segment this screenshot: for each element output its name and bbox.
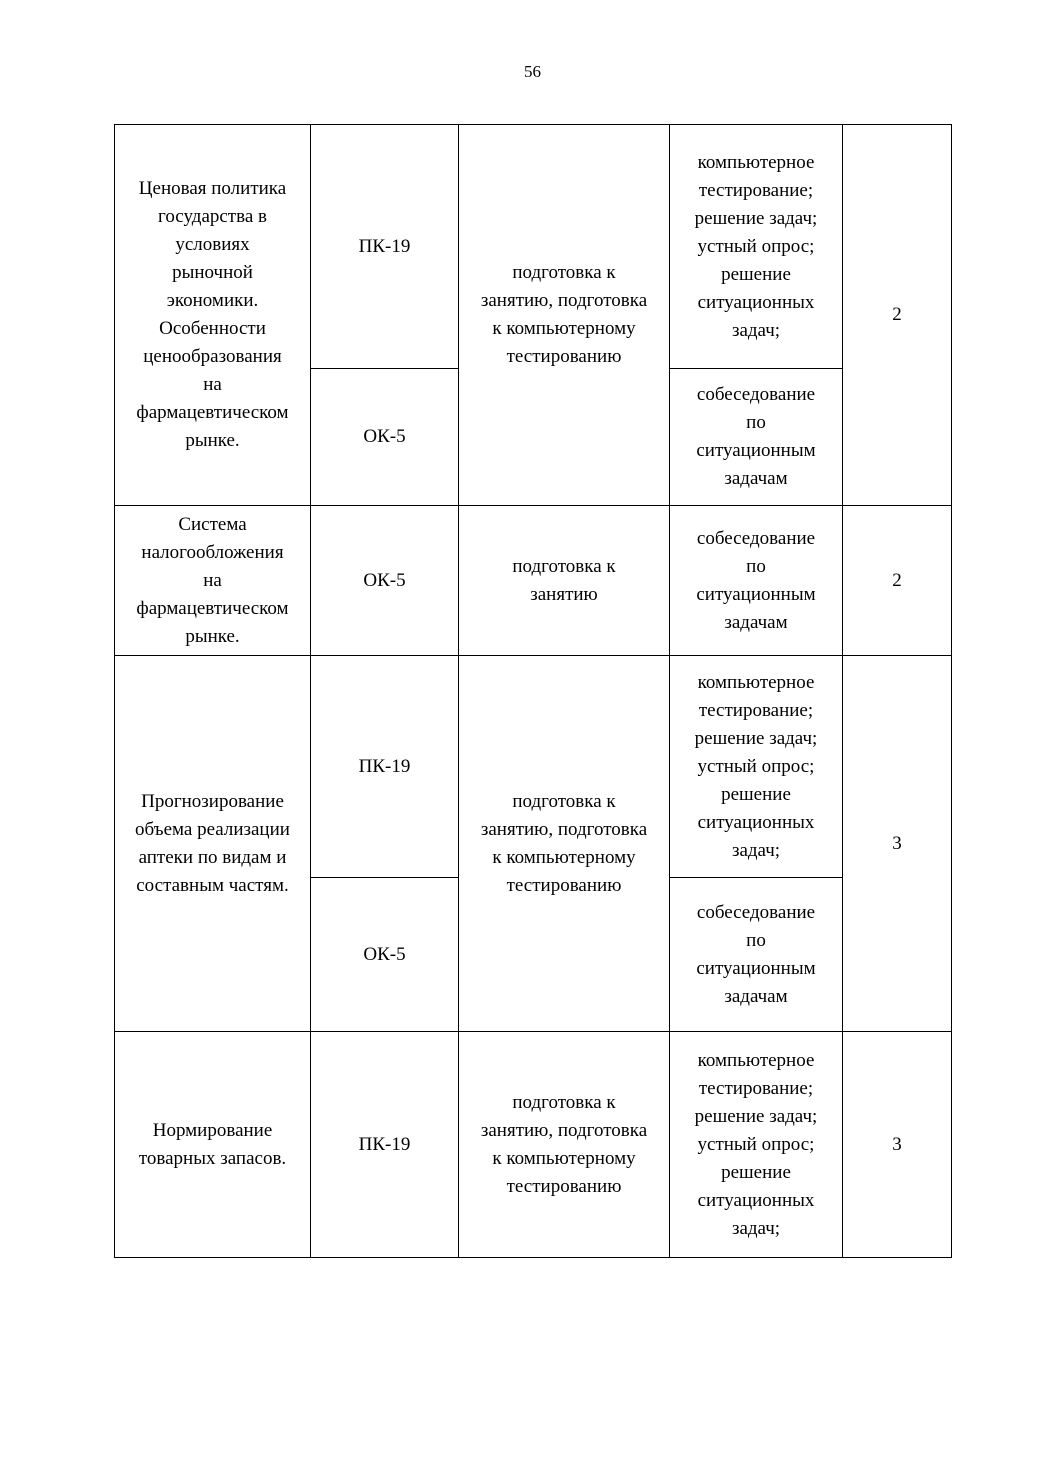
hours-cell: 2	[843, 125, 952, 506]
topic-cell: Нормирование товарных запасов.	[115, 1032, 311, 1258]
table-row	[115, 1032, 952, 1258]
control-form-cell: собеседование по ситуационным задачам	[670, 369, 843, 506]
work-type-cell: подготовка к занятию, подготовка к компьютерному тестированию	[459, 1032, 670, 1258]
page-number: 56	[524, 62, 541, 81]
hours-cell: 3	[843, 656, 952, 1032]
topic-cell: Прогнозирование объема реализации аптеки по видам и составным частям.	[115, 656, 311, 1032]
competence-code-cell: ОК-5	[311, 506, 459, 656]
table-row	[115, 125, 952, 369]
competence-code-cell: ПК-19	[311, 125, 459, 369]
control-form-cell: собеседование по ситуационным задачам	[670, 878, 843, 1032]
competence-code-cell: ОК-5	[311, 878, 459, 1032]
competency-table	[114, 124, 952, 1258]
competence-code-cell: ПК-19	[311, 1032, 459, 1258]
control-form-cell: компьютерное тестирование; решение задач; устный опрос; решение ситуационных задач;	[670, 125, 843, 369]
topic-cell: Система налогообложения на фармацевтическом рынке.	[115, 506, 311, 656]
table-row	[115, 656, 952, 878]
table-row	[115, 506, 952, 656]
hours-cell: 3	[843, 1032, 952, 1258]
control-form-cell: компьютерное тестирование; решение задач; устный опрос; решение ситуационных задач;	[670, 656, 843, 878]
work-type-cell: подготовка к занятию, подготовка к компьютерному тестированию	[459, 656, 670, 1032]
work-type-cell: подготовка к занятию, подготовка к компьютерному тестированию	[459, 125, 670, 506]
control-form-cell: компьютерное тестирование; решение задач; устный опрос; решение ситуационных задач;	[670, 1032, 843, 1258]
control-form-cell: собеседование по ситуационным задачам	[670, 506, 843, 656]
hours-cell: 2	[843, 506, 952, 656]
work-type-cell: подготовка к занятию	[459, 506, 670, 656]
competence-code-cell: ОК-5	[311, 369, 459, 506]
topic-cell: Ценовая политика государства в условиях рыночной экономики. Особенности ценообразования на фармацевтическом рынке.	[115, 125, 311, 506]
competence-code-cell: ПК-19	[311, 656, 459, 878]
